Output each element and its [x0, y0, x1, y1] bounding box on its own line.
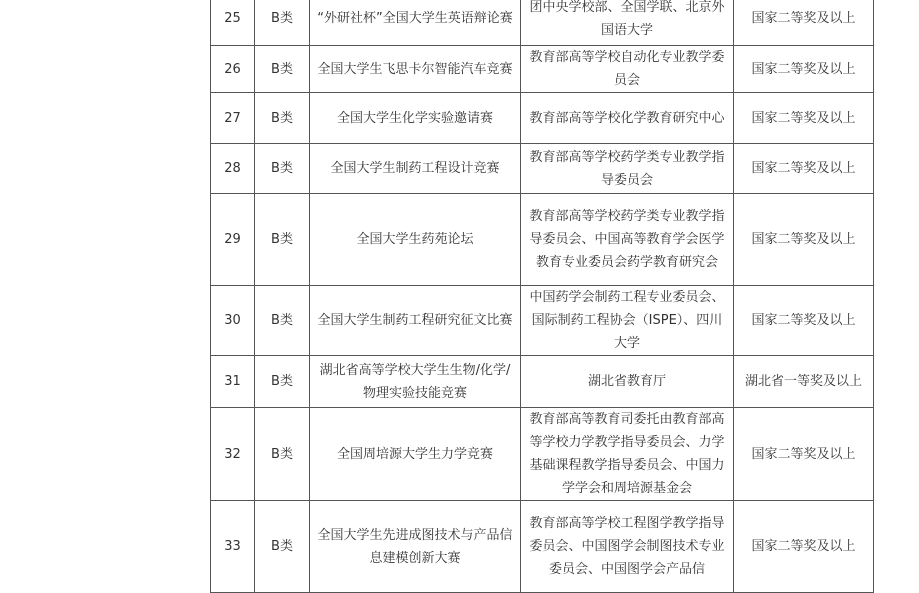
row-category: B类 — [255, 408, 310, 501]
organizer: 教育部高等教育司委托由教育部高等学校力学教学指导委员会、力学基础课程教学指导委员会、中国力学学会和周培源基金会 — [521, 408, 734, 501]
award-level: 国家二等奖及以上 — [734, 194, 874, 286]
table-row — [211, 356, 874, 408]
row-number: 33 — [211, 501, 255, 593]
row-category: B类 — [255, 501, 310, 593]
organizer: 中国药学会制药工程专业委员会、国际制药工程协会（ISPE）、四川大学 — [521, 286, 734, 356]
row-number: 28 — [211, 144, 255, 194]
table-row — [211, 408, 874, 501]
table-row — [211, 144, 874, 194]
organizer: 教育部高等学校工程图学教学指导委员会、中国图学会制图技术专业委员会、中国图学会产品信 — [521, 501, 734, 593]
competition-name: 全国大学生飞思卡尔智能汽车竞赛 — [310, 46, 521, 93]
competition-name: 全国大学生制药工程研究征文比赛 — [310, 286, 521, 356]
organizer: 湖北省教育厅 — [521, 356, 734, 408]
table-row — [211, 0, 874, 46]
row-category: B类 — [255, 194, 310, 286]
row-number: 32 — [211, 408, 255, 501]
award-level: 国家二等奖及以上 — [734, 408, 874, 501]
organizer: 教育部高等学校自动化专业教学委员会 — [521, 46, 734, 93]
row-category: B类 — [255, 286, 310, 356]
competition-name: 全国周培源大学生力学竞赛 — [310, 408, 521, 501]
row-number: 27 — [211, 93, 255, 144]
award-level: 国家二等奖及以上 — [734, 144, 874, 194]
row-number: 25 — [211, 0, 255, 46]
award-level: 国家二等奖及以上 — [734, 0, 874, 46]
award-level: 湖北省一等奖及以上 — [734, 356, 874, 408]
competition-name: 全国大学生制药工程设计竞赛 — [310, 144, 521, 194]
table-row — [211, 286, 874, 356]
competition-name: 全国大学生先进成图技术与产品信息建模创新大赛 — [310, 501, 521, 593]
organizer: 团中央学校部、全国学联、北京外国语大学 — [521, 0, 734, 46]
row-category: B类 — [255, 46, 310, 93]
table-row — [211, 501, 874, 593]
organizer: 教育部高等学校药学类专业教学指导委员会 — [521, 144, 734, 194]
organizer: 教育部高等学校化学教育研究中心 — [521, 93, 734, 144]
table-row — [211, 46, 874, 93]
row-number: 30 — [211, 286, 255, 356]
table-row — [211, 194, 874, 286]
competition-name: “外研社杯”全国大学生英语辩论赛 — [310, 0, 521, 46]
competition-name: 全国大学生药苑论坛 — [310, 194, 521, 286]
row-number: 31 — [211, 356, 255, 408]
award-level: 国家二等奖及以上 — [734, 286, 874, 356]
competition-table — [210, 0, 874, 593]
row-category: B类 — [255, 0, 310, 46]
row-category: B类 — [255, 93, 310, 144]
row-category: B类 — [255, 144, 310, 194]
competition-name: 湖北省高等学校大学生生物/化学/物理实验技能竞赛 — [310, 356, 521, 408]
row-category: B类 — [255, 356, 310, 408]
competition-name: 全国大学生化学实验邀请赛 — [310, 93, 521, 144]
award-level: 国家二等奖及以上 — [734, 46, 874, 93]
award-level: 国家二等奖及以上 — [734, 501, 874, 593]
award-level: 国家二等奖及以上 — [734, 93, 874, 144]
row-number: 29 — [211, 194, 255, 286]
row-number: 26 — [211, 46, 255, 93]
organizer: 教育部高等学校药学类专业教学指导委员会、中国高等教育学会医学教育专业委员会药学教育研究会 — [521, 194, 734, 286]
table-row — [211, 93, 874, 144]
